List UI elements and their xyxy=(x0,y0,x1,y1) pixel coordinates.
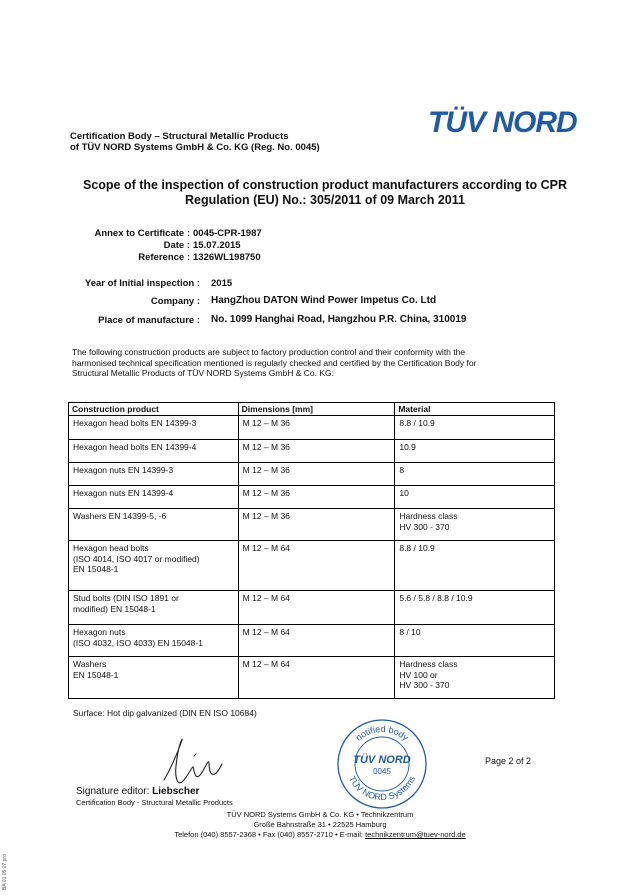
signature-editor-label: Signature editor: xyxy=(76,786,150,797)
date-label: Date : xyxy=(163,240,190,251)
certification-body-line1: Certification Body – Structural Metallic Products xyxy=(70,131,289,142)
place-label: Place of manufacture : xyxy=(98,315,200,326)
place-value: No. 1099 Hanghai Road, Hangzhou P.R. China, 310019 xyxy=(211,314,467,325)
footer-email-link[interactable]: technikzentrum@tuev-nord.de xyxy=(365,830,466,839)
table-row xyxy=(69,657,555,699)
material-cell: 8.8 / 10.9 xyxy=(395,541,555,591)
products-table xyxy=(68,402,555,699)
intro-line1: The following construction products are subject to factory production control and their conformity with the xyxy=(72,347,466,357)
header-dimensions: Dimensions [mm] xyxy=(238,403,395,416)
material-cell: 5.6 / 5.8 / 8.8 / 10.9 xyxy=(395,591,555,625)
dimensions-cell: M 12 – M 64 xyxy=(238,625,395,657)
signature-editor xyxy=(76,786,199,797)
company-value: HangZhou DATON Wind Power Impetus Co. Ltd xyxy=(211,295,437,306)
intro-line2: harmonised technical specification mentioned is regularly checked and certified by the Certification Body for xyxy=(72,357,477,368)
product-cell: Hexagon head bolts (ISO 4014, ISO 4017 or modified) EN 15048-1 xyxy=(69,541,239,591)
product-cell: Hexagon nuts EN 14399-3 xyxy=(69,463,239,486)
material-cell: 8.8 / 10.9 xyxy=(395,416,555,440)
intro-paragraph xyxy=(72,347,552,379)
reference-label: Reference : xyxy=(138,252,190,263)
product-cell: Hexagon nuts (ISO 4032, ISO 4033) EN 15048-1 xyxy=(69,625,239,657)
footer-line1: TÜV NORD Systems GmbH & Co. KG • Technikzentrum xyxy=(226,810,414,819)
product-cell: Washers EN 14399-5, -6 xyxy=(69,509,239,541)
seal-brand: TÜV NORD xyxy=(353,754,411,766)
product-cell: Hexagon nuts EN 14399-4 xyxy=(69,486,239,509)
page-title xyxy=(60,178,590,208)
table-header-row xyxy=(69,403,555,416)
table-row xyxy=(69,591,555,625)
title-line1: Scope of the inspection of construction product manufacturers according to CPR xyxy=(82,178,568,192)
tuv-nord-logo xyxy=(428,106,588,146)
title-line2: Regulation (EU) No.: 305/2011 of 09 March 2011 xyxy=(185,193,465,207)
seal-bottom-text: TÜV NORD Systems xyxy=(346,774,418,803)
dimensions-cell: M 12 – M 64 xyxy=(238,541,395,591)
material-cell: 10.9 xyxy=(395,440,555,463)
surface-note: Surface: Hot dip galvanized (DIN EN ISO 10684) xyxy=(73,708,257,718)
dimensions-cell: M 12 – M 36 xyxy=(238,486,395,509)
intro-line3: Structural Metallic Products of TÜV NORD Systems GmbH & Co. KG: xyxy=(72,368,334,378)
signature-certification-body: Certification Body - Structural Metallic Products xyxy=(76,798,233,807)
header-material: Material xyxy=(395,403,555,416)
footer-line2: Große Bahnstraße 31 • 22525 Hamburg xyxy=(253,820,387,829)
signature-editor-name: Liebscher xyxy=(152,786,200,797)
seal-number: 0045 xyxy=(373,767,391,776)
dimensions-cell: M 12 – M 64 xyxy=(238,657,395,699)
dimensions-cell: M 12 – M 36 xyxy=(238,440,395,463)
seal-top-text: notified body xyxy=(353,723,411,743)
material-cell: 10 xyxy=(395,486,555,509)
certification-body-line2: of TÜV NORD Systems GmbH & Co. KG (Reg. No. 0045) xyxy=(70,142,320,153)
annex-label: Annex to Certificate : xyxy=(94,228,190,239)
dimensions-cell: M 12 – M 36 xyxy=(238,509,395,541)
product-cell: Hexagon head bolts EN 14399-4 xyxy=(69,440,239,463)
dimensions-cell: M 12 – M 36 xyxy=(238,463,395,486)
product-cell: Washers EN 15048-1 xyxy=(69,657,239,699)
header-construction-product: Construction product xyxy=(69,403,239,416)
company-label: Company : xyxy=(150,296,200,307)
date-value: 15.07.2015 xyxy=(193,240,241,251)
footer-line3 xyxy=(120,830,520,840)
material-cell: Hardness class HV 300 - 370 xyxy=(395,509,555,541)
handwritten-signature xyxy=(156,734,226,792)
table-row xyxy=(69,486,555,509)
table-row xyxy=(69,541,555,591)
table-row xyxy=(69,463,555,486)
material-cell: 8 / 10 xyxy=(395,625,555,657)
table-row xyxy=(69,416,555,440)
annex-value: 0045-CPR-1987 xyxy=(193,228,262,239)
year-label: Year of Initial inspection : xyxy=(84,278,200,289)
dimensions-cell: M 12 – M 36 xyxy=(238,416,395,440)
material-cell: 8 xyxy=(395,463,555,486)
dimensions-cell: M 12 – M 64 xyxy=(238,591,395,625)
table-row xyxy=(69,509,555,541)
product-cell: Stud bolts (DIN ISO 1891 or modified) EN 15048-1 xyxy=(69,591,239,625)
material-cell: Hardness class HV 100 or HV 300 - 370 xyxy=(395,657,555,699)
reference-value: 1326WL198750 xyxy=(193,252,261,263)
product-cell: Hexagon head bolts EN 14399-3 xyxy=(69,416,239,440)
notified-body-seal xyxy=(332,714,432,810)
year-value: 2015 xyxy=(211,278,233,289)
table-row xyxy=(69,625,555,657)
footer-contact: Telefon (040) 8557-2368 • Fax (040) 8557-2710 • E-mail: xyxy=(174,830,366,839)
page-number: Page 2 of 2 xyxy=(485,756,532,766)
logo-text: TÜV NORD xyxy=(428,106,577,139)
form-code: BA 01 05.07 pro xyxy=(2,854,8,890)
table-row xyxy=(69,440,555,463)
